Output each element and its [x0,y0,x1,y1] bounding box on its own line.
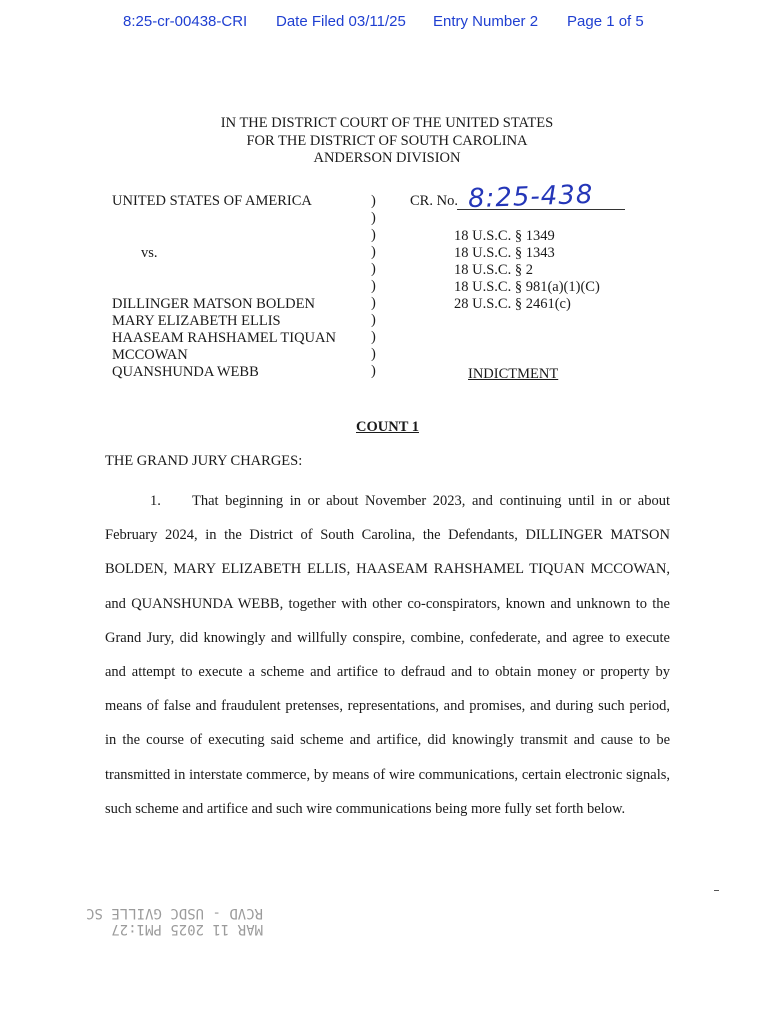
defendant-name: HAASEAM RAHSHAMEL TIQUAN [112,330,336,346]
stray-mark [714,890,719,891]
defendant-name: MCCOWAN [112,347,188,363]
statute-citation: 28 U.S.C. § 2461(c) [454,296,571,312]
statute-citation: 18 U.S.C. § 981(a)(1)(C) [454,279,600,295]
court-line-2: FOR THE DISTRICT OF SOUTH CAROLINA [246,132,528,149]
received-stamp-line-1: RCVD - USDC GVILLE SC [86,905,264,921]
caption-divider: ) ) ) ) ) ) ) ) ) ) ) [371,193,376,379]
court-heading [0,115,768,168]
received-stamp-line-2: MAR 11 2025 PM1:27 [111,921,264,937]
statute-citation: 18 U.S.C. § 1343 [454,245,555,261]
grand-jury-intro: THE GRAND JURY CHARGES: [105,453,303,469]
versus-label: vs. [141,245,158,261]
statute-citation: 18 U.S.C. § 1349 [454,228,555,244]
statute-citation: 18 U.S.C. § 2 [454,262,533,278]
date-filed-stamp: Date Filed 03/11/25 [276,13,406,30]
count-title: COUNT 1 [356,419,419,435]
paragraph-1 [105,484,670,826]
received-stamp [86,905,263,937]
plaintiff-name: UNITED STATES OF AMERICA [112,193,312,209]
court-line-1: IN THE DISTRICT COURT OF THE UNITED STATES [220,115,554,131]
cr-number-underline [457,209,625,210]
paragraph-text: That beginning in or about November 2023, and continuing until in or about February 2024, in the District of South Carolina, the Defendants, DILLINGER MATSON BOLDEN, MARY ELIZABETH ELLIS, HAASEAM RAHSHAMEL TIQUAN MCCOWAN, and QUANSHUNDA WEBB, together with other co-conspirators, known and unknown to the Grand Jury, did knowingly and willfully conspire, combine, confederate, and agree to execute and attempt to execute a scheme and artifice to defraud and to obtain money or property by means of false and fraudulent pretenses, representations, and promises, and during such period, in the course of executing said scheme and artifice, did knowingly transmit and cause to be transmitted in interstate commerce, by means of wire communications, certain electronic signals, such scheme and artifice and such wire communications being more fully set forth below. [105,493,670,817]
court-line-3: ANDERSON DIVISION [313,150,461,166]
defendant-name: DILLINGER MATSON BOLDEN [112,296,315,312]
defendant-name: QUANSHUNDA WEBB [112,364,259,380]
defendant-name: MARY ELIZABETH ELLIS [112,313,281,329]
handwritten-cr-number: 8:25-438 [467,179,594,215]
case-number-stamp: 8:25-cr-00438-CRI [123,13,248,30]
page-count-stamp: Page 1 of 5 [567,13,644,30]
paragraph-number: 1. [150,493,161,509]
entry-number-stamp: Entry Number 2 [433,13,539,30]
document-type: INDICTMENT [468,366,559,382]
cr-number-label: CR. No. [410,193,458,209]
